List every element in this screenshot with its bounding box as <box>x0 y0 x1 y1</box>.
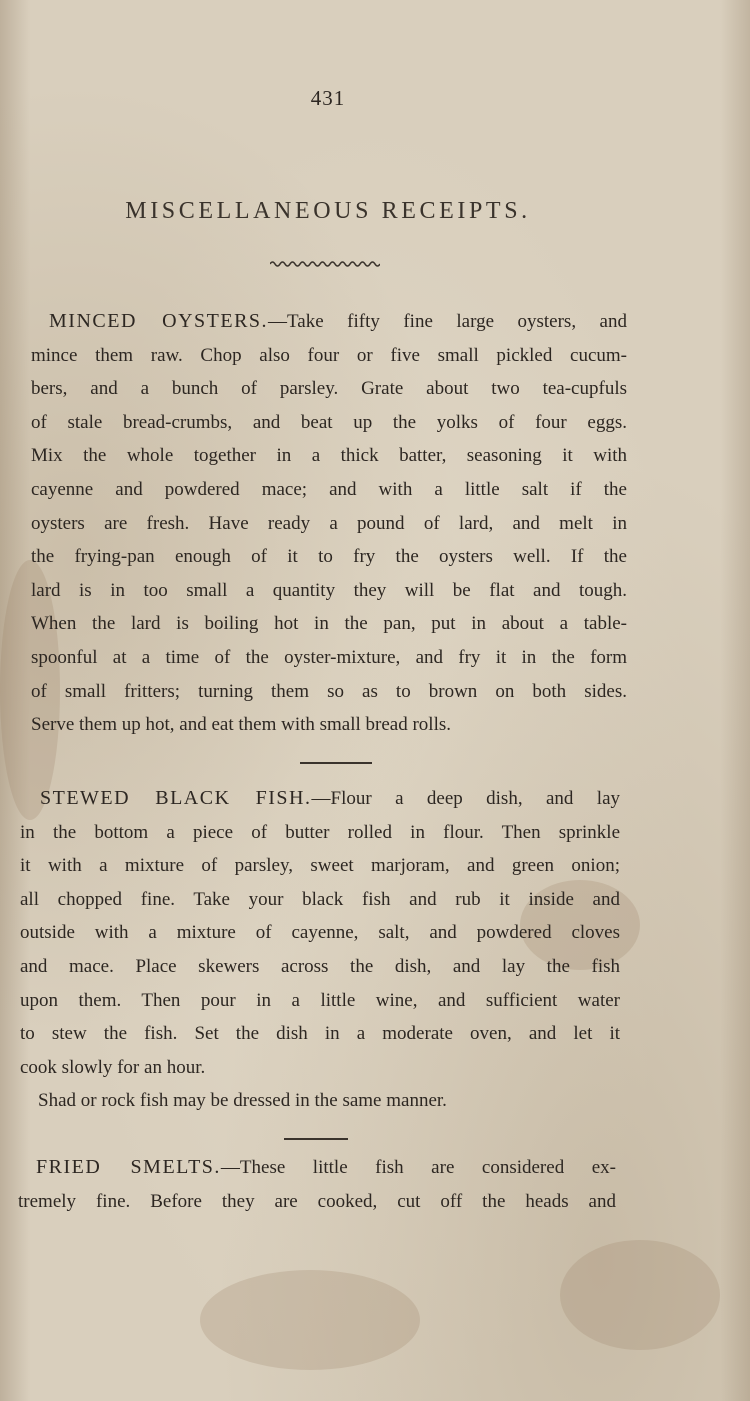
recipe-line: lard is in too small a quantity they will be flat and tough. <box>31 579 627 601</box>
paper-stain <box>200 1270 420 1370</box>
recipe-minced-oysters <box>31 305 627 742</box>
wavy-ornament <box>270 260 380 268</box>
recipe-line: tremely fine. Before they are cooked, cut off the heads and <box>18 1190 616 1212</box>
recipe-line: to stew the fish. Set the dish in a moderate oven, and let it <box>20 1023 620 1045</box>
recipe-fried-smelts <box>18 1151 616 1218</box>
recipe-line: Serve them up hot, and eat them with small bread rolls. <box>31 714 452 736</box>
recipe-line: oysters are fresh. Have ready a pound of lard, and melt in <box>31 512 627 534</box>
recipe-stewed-black-fish <box>20 782 620 1118</box>
recipe-line: cayenne and powdered mace; and with a little salt if the <box>31 478 627 500</box>
recipe-note: Shad or rock fish may be dressed in the same manner. <box>38 1090 447 1112</box>
section-divider <box>284 1138 348 1140</box>
recipe-line: the frying-pan enough of it to fry the oysters well. If the <box>31 546 627 568</box>
recipe-name: STEWED BLACK FISH. <box>40 787 312 809</box>
recipe-line: When the lard is boiling hot in the pan, put in about a table- <box>31 613 627 635</box>
recipe-line: it with a mixture of parsley, sweet marjoram, and green onion; <box>20 855 620 877</box>
section-divider <box>300 762 372 764</box>
recipe-line: spoonful at a time of the oyster-mixture, and fry it in the form <box>31 646 627 668</box>
recipe-text: —These little fish are considered ex- <box>220 1157 616 1178</box>
recipe-line: all chopped fine. Take your black fish and rub it inside and <box>20 888 620 910</box>
recipe-name: MINCED OYSTERS. <box>49 310 269 332</box>
recipe-text: —Take fifty fine large oysters, and <box>268 311 627 332</box>
recipe-line: and mace. Place skewers across the dish, and lay the fish <box>20 955 620 977</box>
recipe-line: upon them. Then pour in a little wine, and sufficient water <box>20 989 620 1011</box>
paper-stain <box>560 1240 720 1350</box>
recipe-first-line <box>18 1151 616 1185</box>
recipe-line: in the bottom a piece of butter rolled in flour. Then sprinkle <box>20 821 620 843</box>
page-number: 431 <box>310 86 346 110</box>
recipe-line: Mix the whole together in a thick batter, seasoning it with <box>31 445 627 467</box>
recipe-first-line <box>31 305 627 339</box>
recipe-line: of small fritters; turning them so as to brown on both sides. <box>31 680 627 702</box>
recipe-line: bers, and a bunch of parsley. Grate about two tea-cupfuls <box>31 378 627 400</box>
recipe-line: mince them raw. Chop also four or five small pickled cucum- <box>31 344 627 366</box>
recipe-first-line <box>20 782 620 816</box>
recipe-line: of stale bread-crumbs, and beat up the yolks of four eggs. <box>31 411 627 433</box>
recipe-line: outside with a mixture of cayenne, salt, and powdered cloves <box>20 922 620 944</box>
recipe-name: FRIED SMELTS. <box>36 1156 221 1178</box>
recipe-text: —Flour a deep dish, and lay <box>311 788 620 809</box>
recipe-line: cook slowly for an hour. <box>20 1056 206 1078</box>
page-title: MISCELLANEOUS RECEIPTS. <box>125 198 531 224</box>
